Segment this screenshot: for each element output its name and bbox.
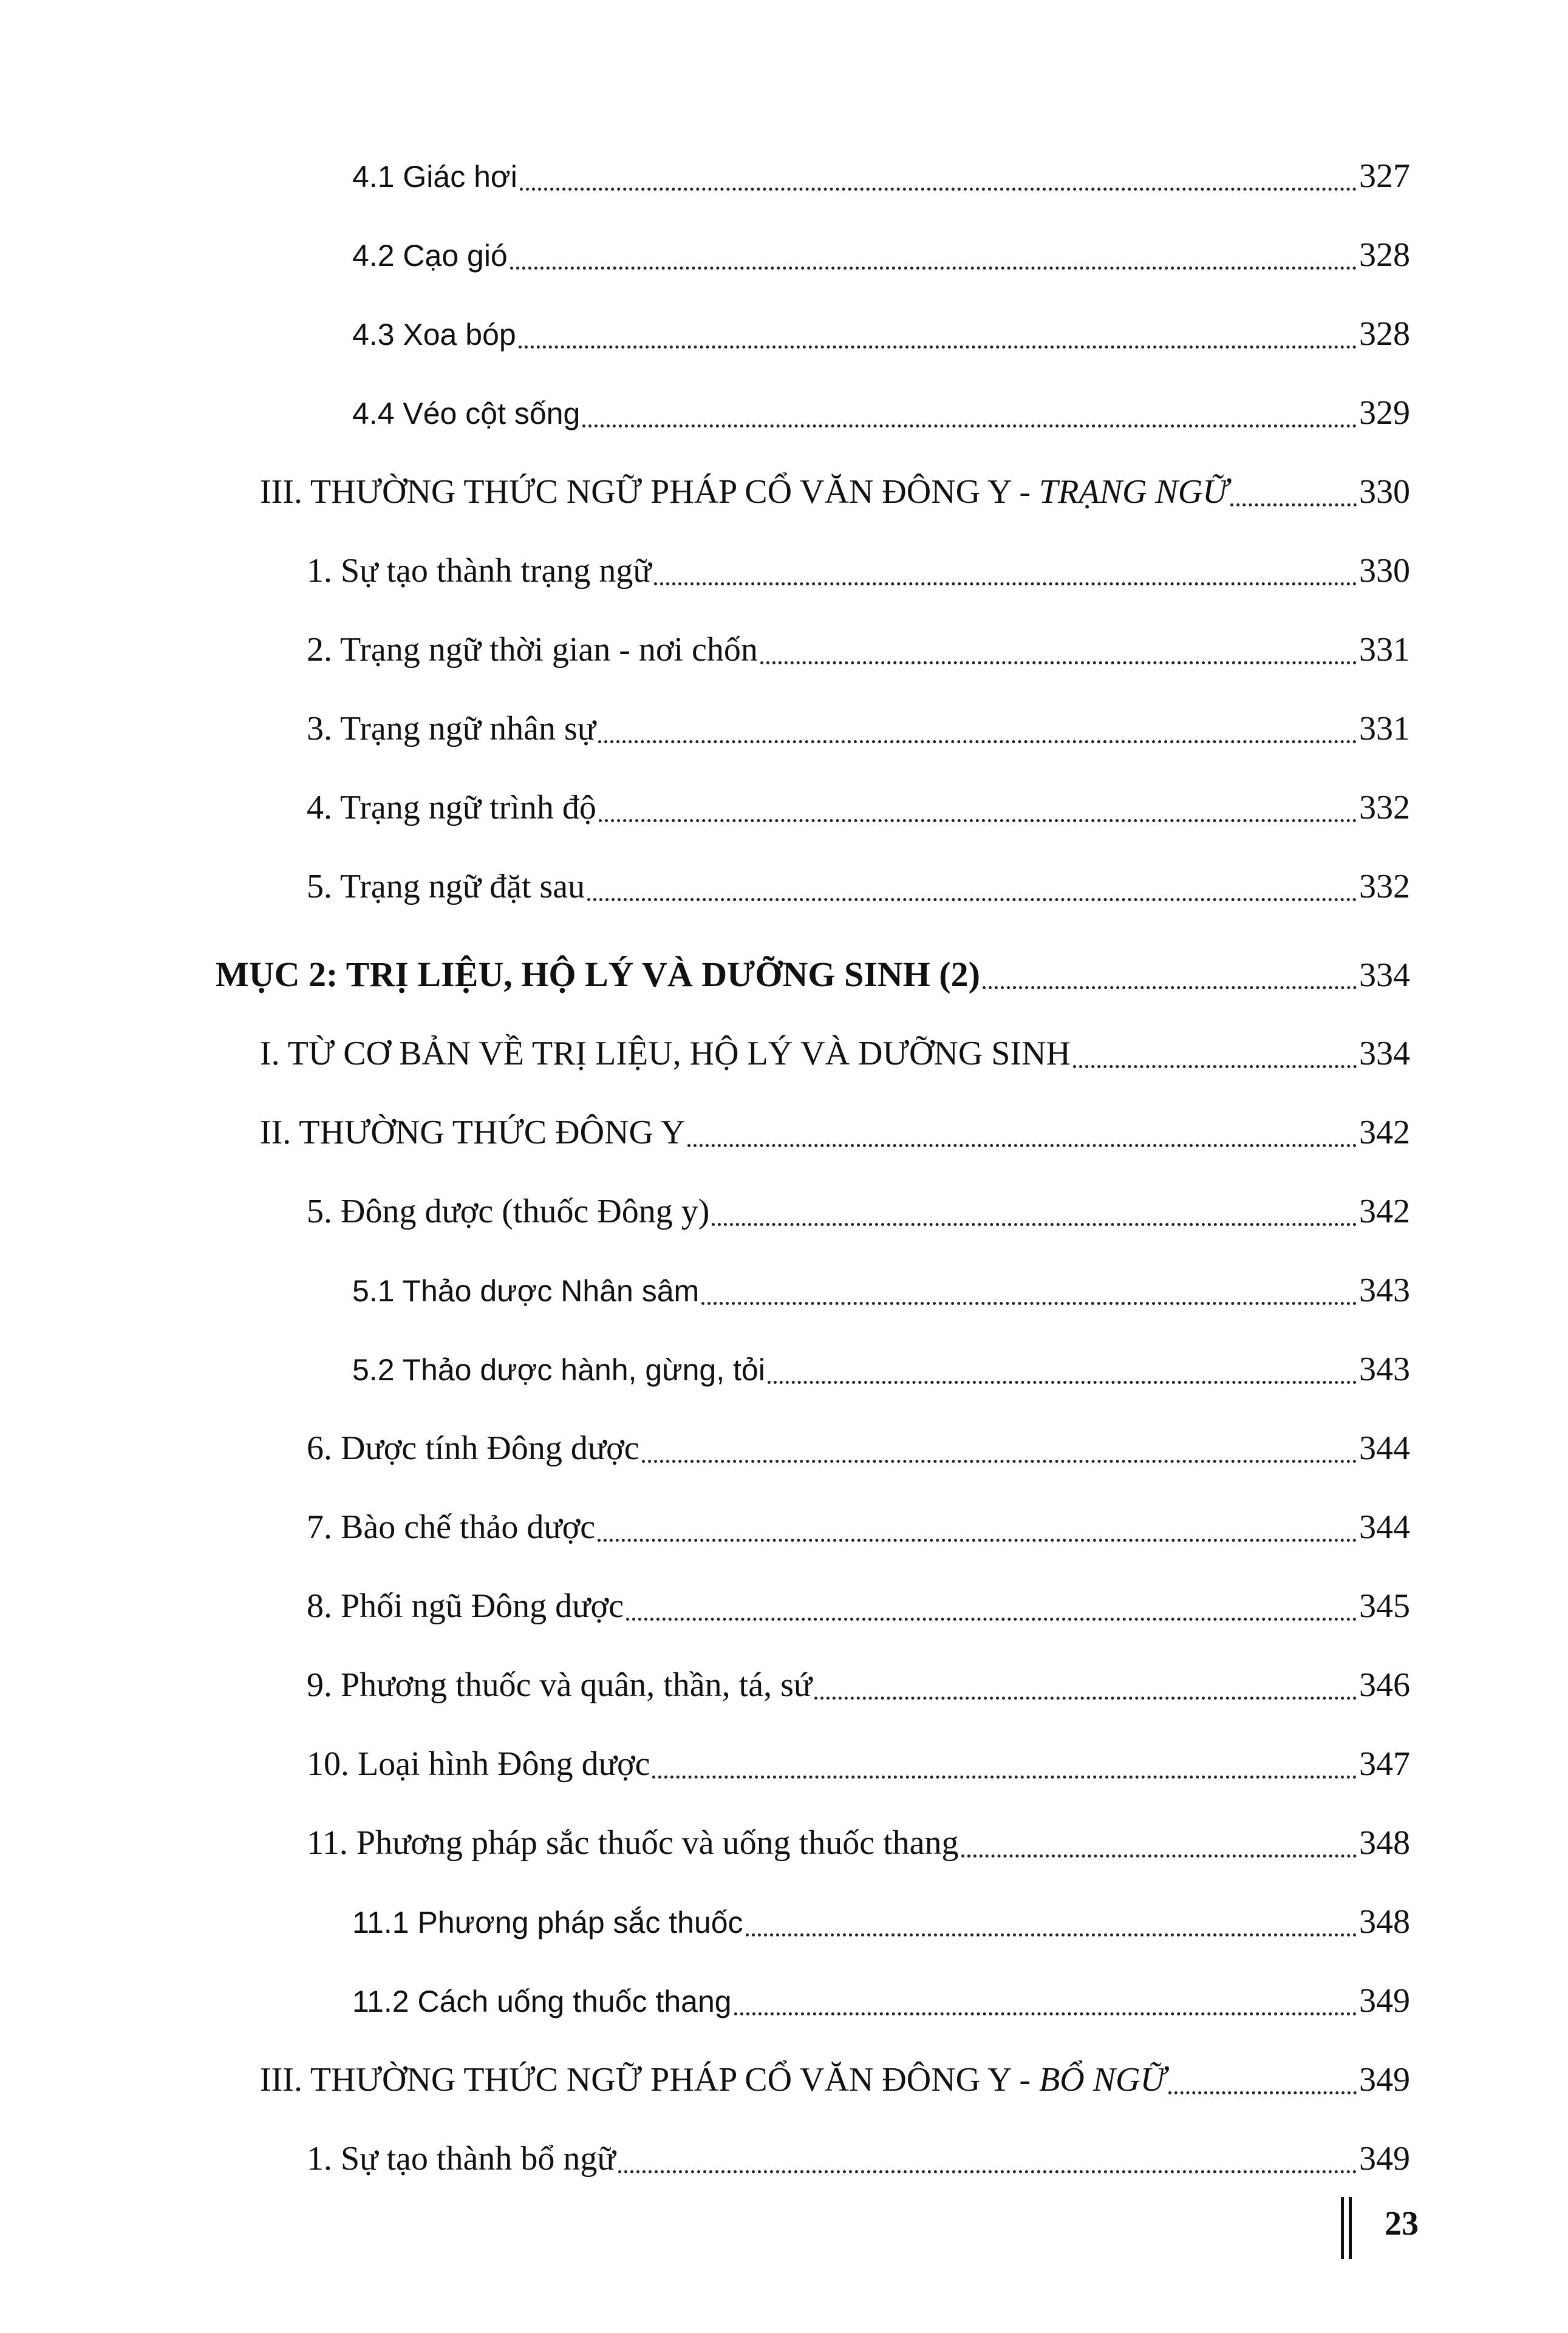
dot-leader	[598, 1539, 1357, 1542]
toc-entry-title: 4.3 Xoa bóp	[352, 318, 516, 352]
toc-entry-page: 342	[1359, 1114, 1410, 1151]
toc-entry	[352, 1977, 1410, 2025]
toc-entry-title: I. TỪ CƠ BẢN VỀ TRỊ LIỆU, HỘ LÝ VÀ DƯỠNG SINH	[260, 1035, 1071, 1072]
toc-entry-title: 3. Trạng ngữ nhân sự	[307, 710, 596, 748]
toc-entry-page: 343	[1359, 1272, 1410, 1309]
toc-entry	[352, 1898, 1410, 1946]
toc-entry	[352, 1345, 1410, 1394]
toc-entry-page: 331	[1359, 631, 1410, 669]
toc-entry-title: 11. Phương pháp sắc thuốc và uống thuốc thang	[307, 1824, 959, 1862]
toc-entry-page: 331	[1359, 710, 1410, 748]
toc-entry-title: 8. Phối ngũ Đông dược	[307, 1587, 624, 1625]
dot-leader	[652, 1776, 1357, 1779]
toc-entry-page: 332	[1359, 789, 1410, 826]
toc-entry-page: 329	[1359, 394, 1410, 432]
toc-entry	[352, 310, 1410, 358]
toc-entry-title: 5.1 Thảo dược Nhân sâm	[352, 1274, 700, 1308]
toc-entry	[307, 1582, 1410, 1630]
toc-entry-page: 342	[1359, 1193, 1410, 1230]
dot-leader	[626, 1618, 1357, 1621]
dot-leader	[642, 1460, 1357, 1463]
toc-entry-section	[260, 1108, 1410, 1157]
toc-entry-section	[260, 1029, 1410, 1078]
toc-entry-page: 345	[1359, 1587, 1410, 1625]
toc-entry-title: 4.4 Véo cột sống	[352, 397, 581, 431]
toc-entry-page: 328	[1359, 315, 1410, 353]
toc-entry	[307, 625, 1410, 674]
toc-entry	[307, 1661, 1410, 1709]
dot-leader	[510, 267, 1357, 270]
toc-entry-page: 343	[1359, 1350, 1410, 1388]
dot-leader	[768, 1381, 1357, 1384]
toc-entry-page: 346	[1359, 1666, 1410, 1704]
toc-entry-page: 349	[1359, 2140, 1410, 2178]
toc-entry-title: MỤC 2: TRỊ LIỆU, HỘ LÝ VÀ DƯỠNG SINH (2)	[216, 955, 980, 994]
dot-leader	[1230, 503, 1357, 506]
toc-entry	[307, 1819, 1410, 1867]
toc-entry-section	[260, 468, 1410, 516]
toc-entry-page: 344	[1359, 1508, 1410, 1546]
toc-entry	[307, 1424, 1410, 1473]
toc-entry-page: 334	[1359, 956, 1410, 994]
dot-leader	[618, 2170, 1357, 2173]
toc-entry-title: 1. Sự tạo thành trạng ngữ	[307, 552, 652, 590]
dot-leader	[701, 1302, 1357, 1305]
toc-entry	[307, 547, 1410, 595]
toc-entry-title: 2. Trạng ngữ thời gian - nơi chốn	[307, 631, 758, 669]
toc-entry-title: 9. Phương thuốc và quân, thần, tá, sứ	[307, 1666, 813, 1704]
toc-entry-page: 347	[1359, 1745, 1410, 1783]
dot-leader	[654, 582, 1357, 585]
toc-entry-title: 11.1 Phương pháp sắc thuốc	[352, 1906, 743, 1940]
toc-entry	[307, 1740, 1410, 1788]
toc-entry	[307, 1503, 1410, 1551]
toc-entry-page: 348	[1359, 1824, 1410, 1862]
page-number: 23	[1385, 2205, 1419, 2243]
toc-entry-page: 349	[1359, 2061, 1410, 2099]
toc-entry-title: 5. Đông dược (thuốc Đông y)	[307, 1193, 710, 1230]
dot-leader	[519, 346, 1357, 349]
toc-entry-title: 7. Bào chế thảo dược	[307, 1508, 596, 1546]
toc-entry-title: 4.2 Cạo gió	[352, 239, 508, 273]
toc-entry-title: 4.1 Giác hơi	[352, 160, 517, 194]
toc-entry-title: 5. Trạng ngữ đặt sau	[307, 868, 585, 905]
dot-leader	[582, 424, 1357, 427]
toc-entry-page: 344	[1359, 1429, 1410, 1467]
toc-entry-page: 330	[1359, 473, 1410, 511]
dot-leader	[587, 898, 1357, 901]
dot-leader	[1168, 2091, 1357, 2094]
toc-entry-page: 327	[1359, 157, 1410, 195]
toc-entry-title: 11.2 Cách uống thuốc thang	[352, 1984, 732, 2018]
dot-leader	[1073, 1065, 1357, 1068]
dot-leader	[961, 1854, 1357, 1858]
dot-leader	[734, 2012, 1357, 2015]
toc-entry	[307, 783, 1410, 832]
toc-entry-section	[260, 2055, 1410, 2104]
toc-entry-page: 328	[1359, 236, 1410, 274]
dot-leader	[687, 1144, 1357, 1147]
toc-entry	[307, 2134, 1410, 2183]
dot-leader	[599, 819, 1357, 822]
dot-leader	[712, 1223, 1357, 1226]
toc-entry-title: 4. Trạng ngữ trình độ	[307, 789, 596, 826]
toc-entry	[352, 1266, 1410, 1315]
toc-entry-title: III. THƯỜNG THỨC NGỮ PHÁP CỔ VĂN ĐÔNG Y - BỔ NGỮ	[260, 2061, 1166, 2099]
toc-entry-title: 5.2 Thảo dược hành, gừng, tỏi	[352, 1353, 765, 1387]
toc-entry-chapter	[216, 950, 1410, 999]
toc-entry-title: 6. Dược tính Đông dược	[307, 1429, 639, 1467]
toc-entry	[307, 704, 1410, 753]
toc-entry-page: 348	[1359, 1903, 1410, 1941]
dot-leader	[814, 1697, 1357, 1700]
dot-leader	[760, 661, 1357, 664]
toc-entry	[352, 152, 1410, 200]
dot-leader	[598, 740, 1357, 743]
toc-entry	[352, 231, 1410, 279]
toc-entry	[307, 1187, 1410, 1236]
toc-entry-title: III. THƯỜNG THỨC NGỮ PHÁP CỔ VĂN ĐÔNG Y - TRẠNG NGỮ	[260, 473, 1229, 511]
toc-entry-page: 334	[1359, 1035, 1410, 1072]
toc-entry-page: 332	[1359, 868, 1410, 905]
dot-leader	[746, 1933, 1357, 1936]
toc-entry-title: 1. Sự tạo thành bổ ngữ	[307, 2140, 616, 2178]
dot-leader	[983, 986, 1357, 989]
toc-entry-page: 349	[1359, 1982, 1410, 2020]
toc-entry	[307, 862, 1410, 911]
toc-entry	[352, 389, 1410, 437]
toc-entry-title: 10. Loại hình Đông dược	[307, 1745, 650, 1783]
dot-leader	[520, 188, 1357, 191]
footer-double-bar	[1341, 2197, 1352, 2259]
toc-entry-title: II. THƯỜNG THỨC ĐÔNG Y	[260, 1114, 686, 1151]
toc-entry-page: 330	[1359, 552, 1410, 590]
